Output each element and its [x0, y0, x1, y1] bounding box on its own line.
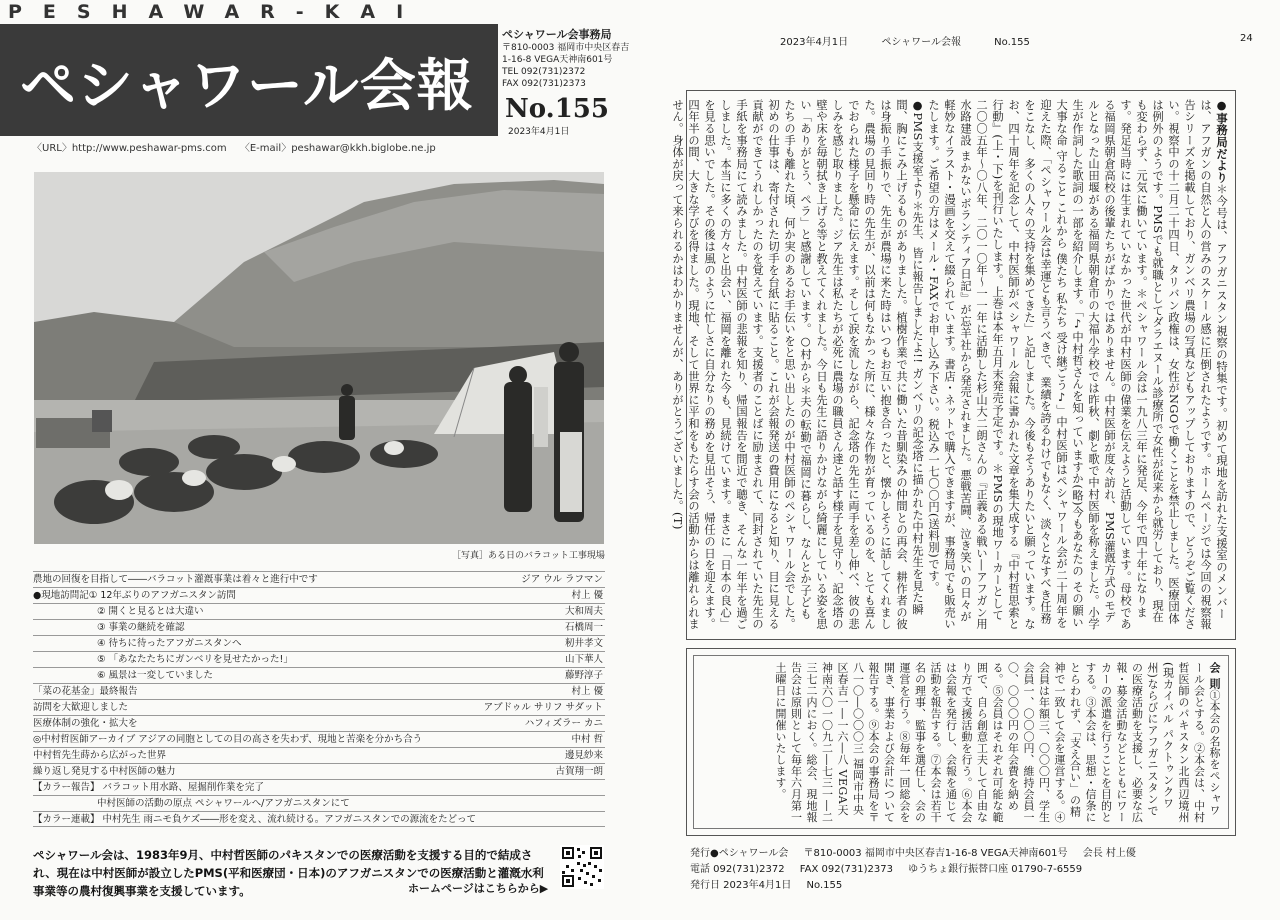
- cover-photo: [34, 172, 604, 544]
- toc-row: [33, 683, 605, 699]
- homepage-link[interactable]: ホームページはこちらから▶: [408, 882, 549, 895]
- toc-title: 繰り返し発見する中村医師の魅力: [33, 766, 176, 777]
- toc-row: [33, 619, 605, 635]
- masthead: [0, 24, 498, 136]
- toc-author: 山下華人: [564, 654, 603, 665]
- running-issue: No.155: [994, 37, 1030, 48]
- office-zip: 〒810-0003 福岡市中央区春吉: [502, 43, 630, 53]
- bylaws-heading: 会 則: [1208, 662, 1221, 690]
- toc-author: 村上 優: [571, 686, 603, 697]
- bylaws-body: ①本会の名称をペシャワール会とする。②本会は、中村哲医師のパキスタン北西辺境州(現カイバル パクトゥンクワ州)ならびにアフガニスタンでの医療活動を支援し、必要な広報・募金活動などとともにワーカーの派遣を行うことを目的とする。③本会は、思想・信条にとらわれず、「支え合い」の精神で一致して会を運営する。④会員は年額三、〇〇〇円、学生会員一、〇〇〇円、維持会員一〇、〇〇〇円の年会費を納める。⑤会員はそれぞれ可能な範囲で、自ら創意工夫して自由なり方で支援活動を行う。⑥本会は会報を発行し、会報を通じて活動を報告する。⑦本会は若干名の理事、監事を選任し、会の運営を行う。⑧毎年一回総会を開き、事業および会計について報告する。⑨本会の事務局を〒八一〇―〇〇〇三 福岡市中央区春吉一―一六―八 VEGA天神南六〇一〇九二―七三一―二三七二内におく。総会、現地報告会は原則として毎年六月第一土曜日に開催いたします。: [774, 662, 1221, 823]
- toc-title: 農地の回復を目指して――バラコット灌漑事業は着々と進行中です: [33, 574, 318, 585]
- bank-account: ゆうちょ銀行振替口座 01790-7-6559: [908, 864, 1083, 875]
- toc-author: 大和周夫: [564, 606, 603, 617]
- bylaws-box: [686, 648, 1236, 836]
- toc-row: [33, 763, 605, 779]
- office-news-box: [671, 90, 1236, 640]
- toc-author: 藤野淳子: [564, 670, 603, 681]
- banner-text: PESHAWAR-KAI: [8, 1, 425, 23]
- toc-row: [33, 795, 605, 811]
- toc-title: ⑤ 「あなたたちにガンベリを見せたかった!」: [97, 654, 293, 665]
- page-number: 24: [1240, 33, 1253, 44]
- photo-caption: ［写真］ある日のバラコット工事現場: [452, 551, 605, 561]
- toc-row: [33, 571, 605, 587]
- publisher-address: 〒810-0003 福岡市中央区春吉1-16-8 VEGA天神南601号: [803, 848, 1068, 859]
- running-head: [780, 33, 1060, 48]
- toc-title: ② 開くと見るとは大違い: [97, 606, 204, 617]
- colophon: [690, 846, 1148, 894]
- toc-title: 訪問を大歓迎しました: [33, 702, 129, 713]
- table-of-contents: [33, 571, 605, 827]
- office-info: [502, 28, 638, 90]
- running-date: 2023年4月1日: [780, 37, 849, 48]
- toc-title: ●現地訪問記① 12年ぶりのアフガニスタン訪問: [33, 590, 236, 601]
- back-page: [640, 0, 1280, 920]
- organization-blurb: ペシャワール会は、1983年9月、中村哲医師のパキスタンでの医療活動を支援する目的で結成され、現在は中村医師が設立したPMS(平和医療団・日本)のアフガニスタンでの医療活動と灌漑水利事業等の農村復興事業を支援しています。: [33, 848, 544, 898]
- office-name: ペシャワール会事務局: [502, 28, 612, 41]
- office-news-text: [671, 99, 1229, 631]
- toc-author: 村上 優: [571, 590, 603, 601]
- toc-author: ジア ウル ラフマン: [521, 574, 603, 585]
- toc-title: 医療体制の強化・拡大を: [33, 718, 138, 729]
- toc-author: ハフィズラー カニ: [524, 718, 603, 729]
- toc-author: 中村 哲: [571, 734, 603, 745]
- toc-author: 古賀翔一朗: [555, 766, 603, 777]
- email-address[interactable]: 〈E-mail〉peshawar@kkh.biglobe.ne.jp: [239, 143, 436, 154]
- toc-title: ⑥ 風景は一変していました: [97, 670, 214, 681]
- toc-row: [33, 603, 605, 619]
- office-news-heading: ●事務局だより: [1215, 99, 1228, 184]
- toc-author: アブドゥル サリフ サダット: [483, 702, 603, 713]
- bylaws-inner: [693, 655, 1229, 829]
- toc-title: ◎中村哲医師アーカイブ アジアの同胞としての目の高さを失わず、現地と苦楽を分かち合う: [33, 734, 423, 745]
- running-title: ペシャワール会報: [881, 37, 961, 48]
- bylaws-text: [698, 662, 1222, 824]
- toc-title: 「菜の花基金」最終報告: [33, 686, 138, 697]
- issue-number: No.155: [505, 94, 609, 124]
- toc-row: [33, 651, 605, 667]
- issue-date: 2023年4月1日: [508, 127, 570, 137]
- toc-author: 籾井孝文: [564, 638, 603, 649]
- website-url[interactable]: 〈URL〉http://www.peshawar-pms.com: [32, 143, 227, 154]
- chairman: 会長 村上優: [1082, 848, 1136, 859]
- toc-row: [33, 811, 605, 827]
- construction-site-photo: [34, 172, 604, 544]
- contact-links: [32, 139, 446, 154]
- toc-title: 中村哲先生蒔から広がった世界: [33, 750, 167, 761]
- toc-title: ④ 待ちに待ったアフガニスタンへ: [97, 638, 242, 649]
- toc-row: [33, 731, 605, 747]
- toc-title: 【カラー連載】 中村先生 雨ニモ負ケズ――形を変え、流れ続ける。アフガニスタンでの源流をたどって: [33, 814, 476, 825]
- publisher: 発行●ペシャワール会: [690, 848, 789, 859]
- publisher-tel: 電話 092(731)2372: [690, 864, 785, 875]
- toc-title: ③ 事業の継続を確認: [97, 622, 185, 633]
- toc-title: 中村医師の活動の原点 ペシャワールへ/アフガニスタンにて: [97, 798, 350, 809]
- colophon-issue: No.155: [806, 880, 843, 891]
- toc-row: [33, 699, 605, 715]
- toc-row: [33, 667, 605, 683]
- qr-code-icon[interactable]: [560, 845, 604, 889]
- toc-title: 【カラー報告】 バラコット用水路、屋掘削作業を完了: [33, 782, 264, 793]
- toc-row: [33, 779, 605, 795]
- toc-author: 石橋周一: [564, 622, 603, 633]
- office-address: 1-16-8 VEGA天神南601号: [502, 55, 613, 65]
- toc-row: [33, 747, 605, 763]
- office-fax: FAX 092(731)2373: [502, 79, 586, 89]
- toc-row: [33, 635, 605, 651]
- masthead-banner: [0, 0, 640, 24]
- toc-row: [33, 715, 605, 731]
- publisher-fax: FAX 092(731)2373: [799, 864, 893, 875]
- toc-row: [33, 587, 605, 603]
- office-tel: TEL 092(731)2372: [502, 67, 586, 77]
- toc-author: 邊見紗来: [564, 750, 603, 761]
- office-news-body: ＊今号は、アフガニスタン視察の特集です。初めて現地を訪れた支援室のメンバーは、アフガンの自然と人の営みのスケール感に圧倒されたようです。ホームページでは今回の視察報告シリーズを掲載しており、ガンベリ農場の写真などもアップしておりますので、どうぞご覧ください。視察中の十二月二十四日、タリバン政権は、女性がNGOで働くことを禁止しました。医療団体は例外のようです。PMSでも就職としてダラエヌール診療所で女性が従来から就労しており、現在も変わらず、元気に働いています。＊ペシャワール会は一九八三年に発足、今年で四十年になります。発足当時には生まれていなかった世代が中村医師の偉業を伝えようと活動しています。母校である福岡県朝倉高校の後輩たちがばかりではありません。中村医師が度々訪れ、PMS灌漑方式のモデルとなった山田堰がある福岡県朝倉市の大福小学校では昨秋、劇と歌で中村医師を称えました。小学生が作詞した歌詞の一部を紹介します。「♪中村哲さんを知っていますか(略)今もあなたの その願い 大事な命 守ること これから 僕たち 私たち 受け継ごう♪」中村医師はペシャワール会が二十周年を迎えた際、「ペシャワール会は幸運とも言うべきで、業績を誇るわけでもなく、淡々となすべき任務をこなし、多くの人々の支持を集めてきた」と記しました。今後もそうありたいと願っています。なお、四十周年を記念して、中村医師がペシャワール会報に書かれた文章を集大成する『中村哲思索と行動』(上・下)を刊行いたします。上巻は本年五月末発売予定です。＊PMSの現地ワーカーとして二〇〇五年〜〇八年、二〇一〇年〜一一年に活動した杉山大二朗さんの『正義ある戦い―アフガン用水路建設 まかないボランティア日記』が忘羊社から発売されました。悪戦苦闘、泣き笑いの日々が軽妙なイラスト・漫画を交えて綴られています。書店・ネットで購入できますが、事務局でも販売いたします。ご希望の方はメール・FAXでお申し込み下さい。税込み一七〇〇円(送料別)です。●PMS支援室より＊先生、皆に報告しましたよ!! ガンベリの記念塔に描かれた中村先生を見た瞬間、胸にこみ上げるものがありました。植樹作業で共に働いた昔馴染みの仲間との再会、耕作者の彼は身振り手振りで、先生が農場に来た時はいつもお互い抱き合ったと、懐かしそうに話してくれました。農場の見回り時の先生が、以前は何もなかった所に、様々な作物が育っているのを、とても喜んでおられた様子を懸命に伝えます。そして涙を流しながら、記念塔の先生に両手を差し伸べ、彼の悲しみを感じ取りました。ジア先生は私たちが必死に農場の職員さん達と話す様子を見守り、記念塔の壁や床を毎朝拭き上げる等と教えてくれました。今日も先生に語りかけながら綺麗にしている姿を思い「ありがとう、ペラ」と感謝しています。○村から＊夫の転勤で福岡に暮らし、なんとか子どもたちの手も離れた頃、何か実のあるお手伝いをと思い出したのが中村医師のペシャワール会でした。初めの仕事は、寄付された切手を台紙に貼ること。これが会報発送の費用になると知り、目に見える貢献ができてうれしかったのを覚えています。支援者のことばに励まされて、同封されていた先生の手紙を事務局にて読みました。中村医師の悲報を知り、帰国報告を間近で聴き、そんな一年半を過ごしました。本当に多くの方々と出会い、福岡を離れた今も、見続けています。まさに「日本の良心」を見る思いでした。その後は風のように忙しさに自分なりの務めを見出そう、帰任の日を迎えます。四年半の間、大きな学びを得ました。現地、そして世界に平和をもたらす会の活動からは離れられません。身体が戻って来られるかはわかりませんが、ありがとうございました。(T): [671, 99, 1228, 630]
- newsletter-title: ペシャワール会報: [20, 53, 474, 119]
- publish-date: 発行日 2023年4月1日: [690, 880, 792, 891]
